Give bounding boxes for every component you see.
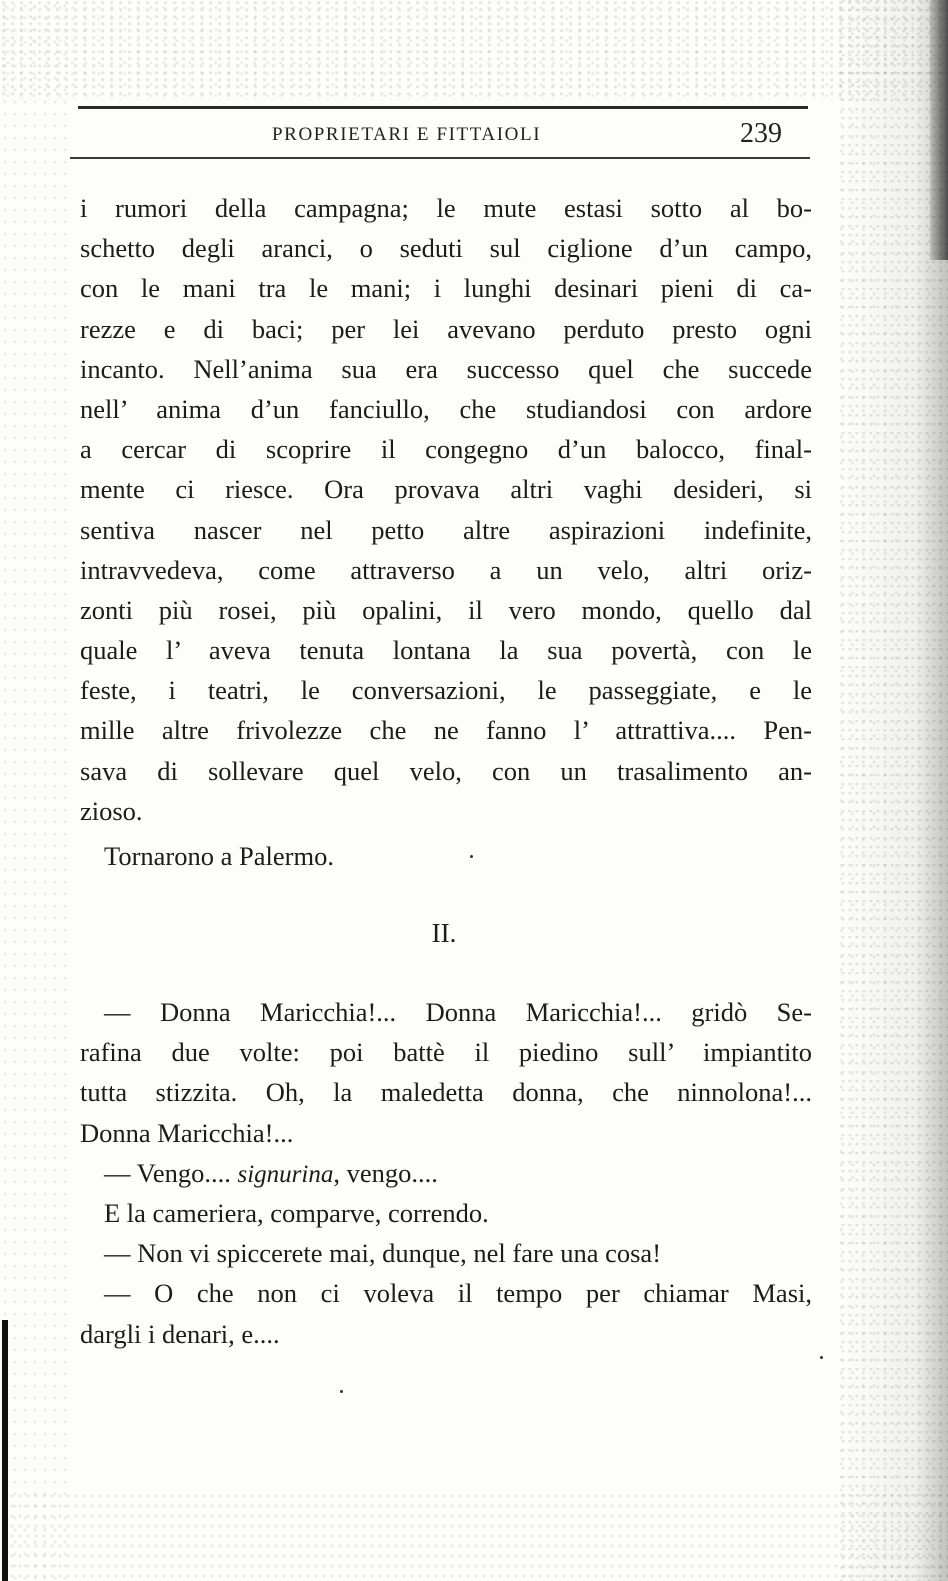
text-line: rezze e di baci; per lei avevano perduto presto ogni — [80, 313, 812, 344]
paragraph-dialogue — [80, 992, 812, 1354]
text-line: rafina due volte: poi battè il piedino sull’ impiantito — [80, 1037, 812, 1068]
text-line: sentiva nascer nel petto altre aspirazioni indefinite, — [80, 514, 812, 545]
scan-edge-right-shadow — [930, 0, 948, 260]
dialogue-text: , vengo.... — [333, 1157, 438, 1188]
text-line: mente ci riesce. Ora provava altri vaghi desideri, si — [80, 474, 812, 505]
text-line: dargli i denari, e.... — [80, 1318, 280, 1349]
text-line: — O che non ci voleva il tempo per chiamar Masi, — [104, 1278, 812, 1309]
text-line: — Donna Maricchia!... Donna Maricchia!... gridò Se- — [104, 997, 812, 1027]
dialogue-text: — Vengo.... — [104, 1157, 238, 1188]
page-number: 239 — [740, 118, 782, 149]
scan-speck — [820, 1356, 823, 1359]
text-line: tutta stizzita. Oh, la maledetta donna, che ninnolona!... — [80, 1077, 812, 1108]
dialogue-italic-word: signurina — [237, 1160, 334, 1188]
text-line: Donna Maricchia!... — [80, 1117, 294, 1148]
running-head: PROPRIETARI E FITTAIOLI — [272, 124, 542, 145]
text-line: incanto. Nell’anima sua era successo quel che succede — [80, 353, 812, 384]
text-line — [80, 1153, 812, 1193]
paragraph-short — [80, 836, 812, 876]
text-line: — Non vi spiccerete mai, dunque, nel fare una cosa! — [104, 1238, 662, 1269]
text-line: mille altre frivolezze che ne fanno l’ attrattiva.... Pen- — [80, 715, 812, 746]
text-line: zonti più rosei, più opalini, il vero mondo, quello dal — [80, 594, 812, 625]
text-line: E la cameriera, comparve, correndo. — [104, 1197, 489, 1228]
text-line: nell’ anima d’un fanciullo, che studiandosi con ardore — [80, 393, 812, 424]
text-line: i rumori della campagna; le mute estasi sotto al bo- — [80, 193, 812, 223]
text-line: quale l’ aveva tenuta lontana la sua povertà, con le — [80, 635, 812, 666]
text-line: schetto degli aranci, o seduti sul ciglione d’un campo, — [80, 233, 812, 264]
binding-shadow — [2, 1320, 8, 1581]
text-line: zioso. — [80, 795, 143, 826]
scan-edge-left — [0, 0, 70, 1581]
scan-speck — [340, 1390, 343, 1393]
text-line: Tornarono a Palermo. — [104, 841, 334, 871]
section-heading: II. — [431, 918, 457, 948]
text-line: feste, i teatri, le conversazioni, le passeggiate, e le — [80, 675, 812, 706]
scan-edge-top — [0, 0, 948, 100]
text-line: intravvedeva, come attraverso a un velo, altri oriz- — [80, 554, 812, 585]
paragraph-continuation — [80, 188, 812, 831]
header-rule-bottom — [70, 157, 810, 159]
header-rule-top — [78, 106, 808, 109]
scan-speck — [470, 855, 473, 858]
scan-edge-bottom — [0, 1491, 948, 1581]
text-line: sava di sollevare quel velo, con un trasalimento an- — [80, 755, 812, 786]
text-line: a cercar di scoprire il congegno d’un balocco, final- — [80, 434, 812, 465]
text-line: con le mani tra le mani; i lunghi desinari pieni di ca- — [80, 273, 812, 304]
